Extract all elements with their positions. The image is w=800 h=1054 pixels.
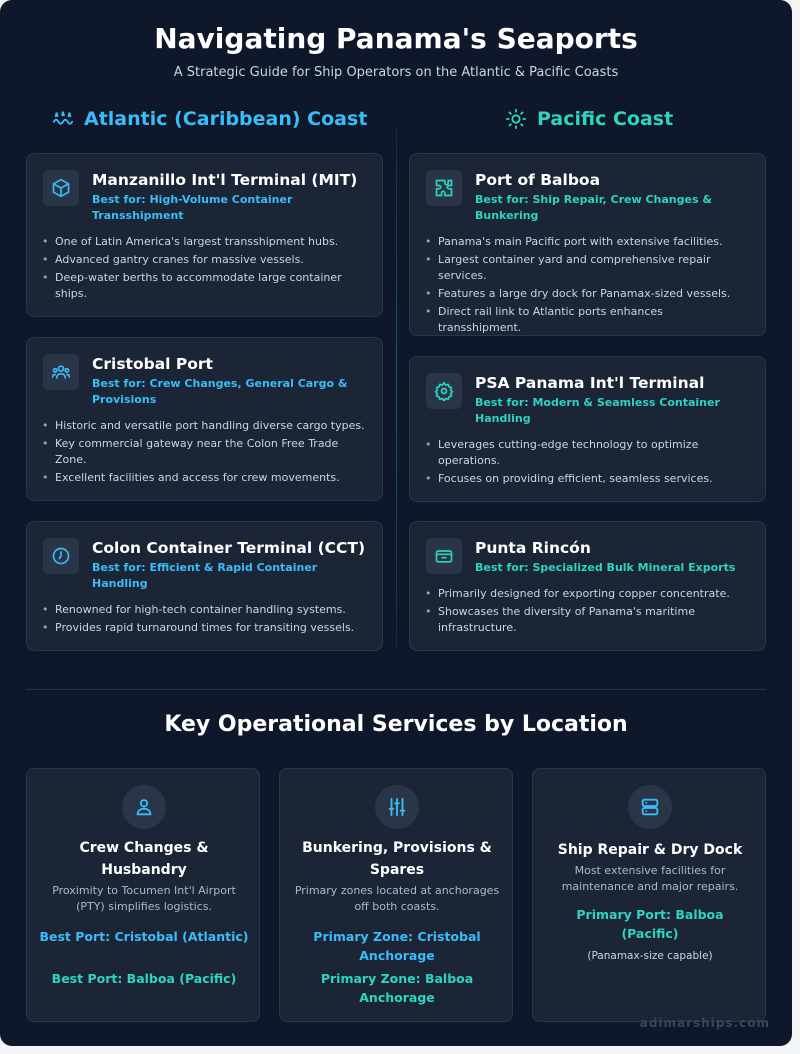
port-best-for: Best for: Efficient & Rapid Container Handling — [92, 561, 318, 590]
port-bullets — [438, 586, 738, 638]
list-item: • Advanced gantry cranes for massive vessels. — [55, 252, 365, 268]
list-item: • Renowned for high-tech container handling systems. — [55, 602, 365, 618]
page-subtitle: A Strategic Guide for Ship Operators on the Atlantic & Pacific Coasts — [173, 65, 619, 80]
service-location: Primary Zone: Cristobal Anchorage — [313, 929, 481, 963]
section-divider — [26, 689, 766, 690]
list-item: • Features a large dry dock for Panamax-sized vessels. — [438, 286, 738, 302]
port-bullets — [438, 437, 738, 489]
service-note: (Panamax-size capable) — [587, 950, 713, 962]
service-card-repair — [532, 768, 766, 1022]
port-title: Colon Container Terminal (CCT) — [92, 539, 366, 557]
puzzle-icon — [426, 170, 462, 206]
port-best-for: Best for: Ship Repair, Crew Changes & Bunkering — [475, 193, 712, 222]
sliders-icon — [375, 785, 419, 829]
port-bullets — [55, 602, 365, 638]
port-bullets — [438, 234, 738, 338]
page-title: Navigating Panama's Seaports — [154, 22, 638, 55]
port-best-for: Best for: High-Volume Container Transshipment — [92, 193, 293, 222]
list-item: • Historic and versatile port handling diverse cargo types. — [55, 418, 365, 434]
list-item: • Focuses on providing efficient, seamless services. — [438, 471, 738, 487]
list-item: • Largest container yard and comprehensive repair services. — [438, 252, 738, 284]
wave-icon — [52, 108, 74, 130]
pacific-heading — [505, 108, 673, 130]
atlantic-heading-label: Atlantic (Caribbean) Coast — [84, 108, 368, 130]
service-location: Best Port: Cristobal (Atlantic) — [39, 929, 249, 944]
port-card-cct — [26, 521, 383, 651]
list-item: • Direct rail link to Atlantic ports enhances transshipment. — [438, 304, 738, 336]
service-description: Primary zones located at anchorages off both coasts. — [294, 884, 500, 913]
service-description: Proximity to Tocumen Int'l Airport (PTY) simplifies logistics. — [52, 884, 236, 913]
service-title: Ship Repair & Dry Dock — [557, 842, 743, 858]
port-title: Punta Rincón — [475, 539, 591, 557]
user-icon — [122, 785, 166, 829]
services-title: Key Operational Services by Location — [164, 712, 628, 737]
service-title: Crew Changes & Husbandry — [79, 840, 209, 878]
clock-icon — [43, 538, 79, 574]
gear-icon — [426, 373, 462, 409]
people-icon — [43, 354, 79, 390]
service-title: Bunkering, Provisions & Spares — [302, 840, 492, 878]
port-best-for: Best for: Modern & Seamless Container Handling — [475, 396, 720, 425]
watermark: adimarships.com — [639, 1016, 770, 1030]
port-card-punta-rincon — [409, 521, 766, 651]
port-title: Port of Balboa — [475, 171, 601, 189]
port-bullets — [55, 418, 365, 488]
list-item: • Key commercial gateway near the Colon Free Trade Zone. — [55, 436, 365, 468]
port-title: Manzanillo Int'l Terminal (MIT) — [92, 171, 358, 189]
port-card-balboa — [409, 153, 766, 336]
port-card-manzanillo — [26, 153, 383, 317]
list-item: • Showcases the diversity of Panama's maritime infrastructure. — [438, 604, 738, 636]
port-card-psa — [409, 356, 766, 502]
service-location: Best Port: Balboa (Pacific) — [51, 971, 237, 986]
port-title: PSA Panama Int'l Terminal — [475, 374, 705, 392]
list-item: • Excellent facilities and access for crew movements. — [55, 470, 365, 486]
atlantic-heading — [52, 108, 367, 130]
server-icon — [628, 785, 672, 829]
list-item: • Provides rapid turnaround times for transiting vessels. — [55, 620, 365, 636]
port-card-cristobal — [26, 337, 383, 501]
port-best-for: Best for: Crew Changes, General Cargo & Provisions — [92, 377, 348, 406]
service-card-crew — [26, 768, 260, 1022]
column-divider — [396, 128, 397, 648]
list-item: • Panama's main Pacific port with extensive facilities. — [438, 234, 738, 250]
sun-icon — [505, 108, 527, 130]
port-best-for: Best for: Specialized Bulk Mineral Exports — [475, 561, 736, 574]
service-location: Primary Zone: Balboa Anchorage — [320, 971, 474, 1005]
port-bullets — [55, 234, 365, 304]
port-title: Cristobal Port — [92, 355, 213, 373]
box-icon — [426, 538, 462, 574]
service-location: Primary Port: Balboa (Pacific) — [576, 907, 724, 941]
list-item: • Primarily designed for exporting copper concentrate. — [438, 586, 738, 602]
service-card-bunkering — [279, 768, 513, 1022]
service-description: Most extensive facilities for maintenance and major repairs. — [561, 864, 739, 893]
list-item: • One of Latin America's largest transshipment hubs. — [55, 234, 365, 250]
cube-icon — [43, 170, 79, 206]
list-item: • Leverages cutting-edge technology to optimize operations. — [438, 437, 738, 469]
list-item: • Deep-water berths to accommodate large container ships. — [55, 270, 365, 302]
pacific-heading-label: Pacific Coast — [537, 108, 674, 130]
